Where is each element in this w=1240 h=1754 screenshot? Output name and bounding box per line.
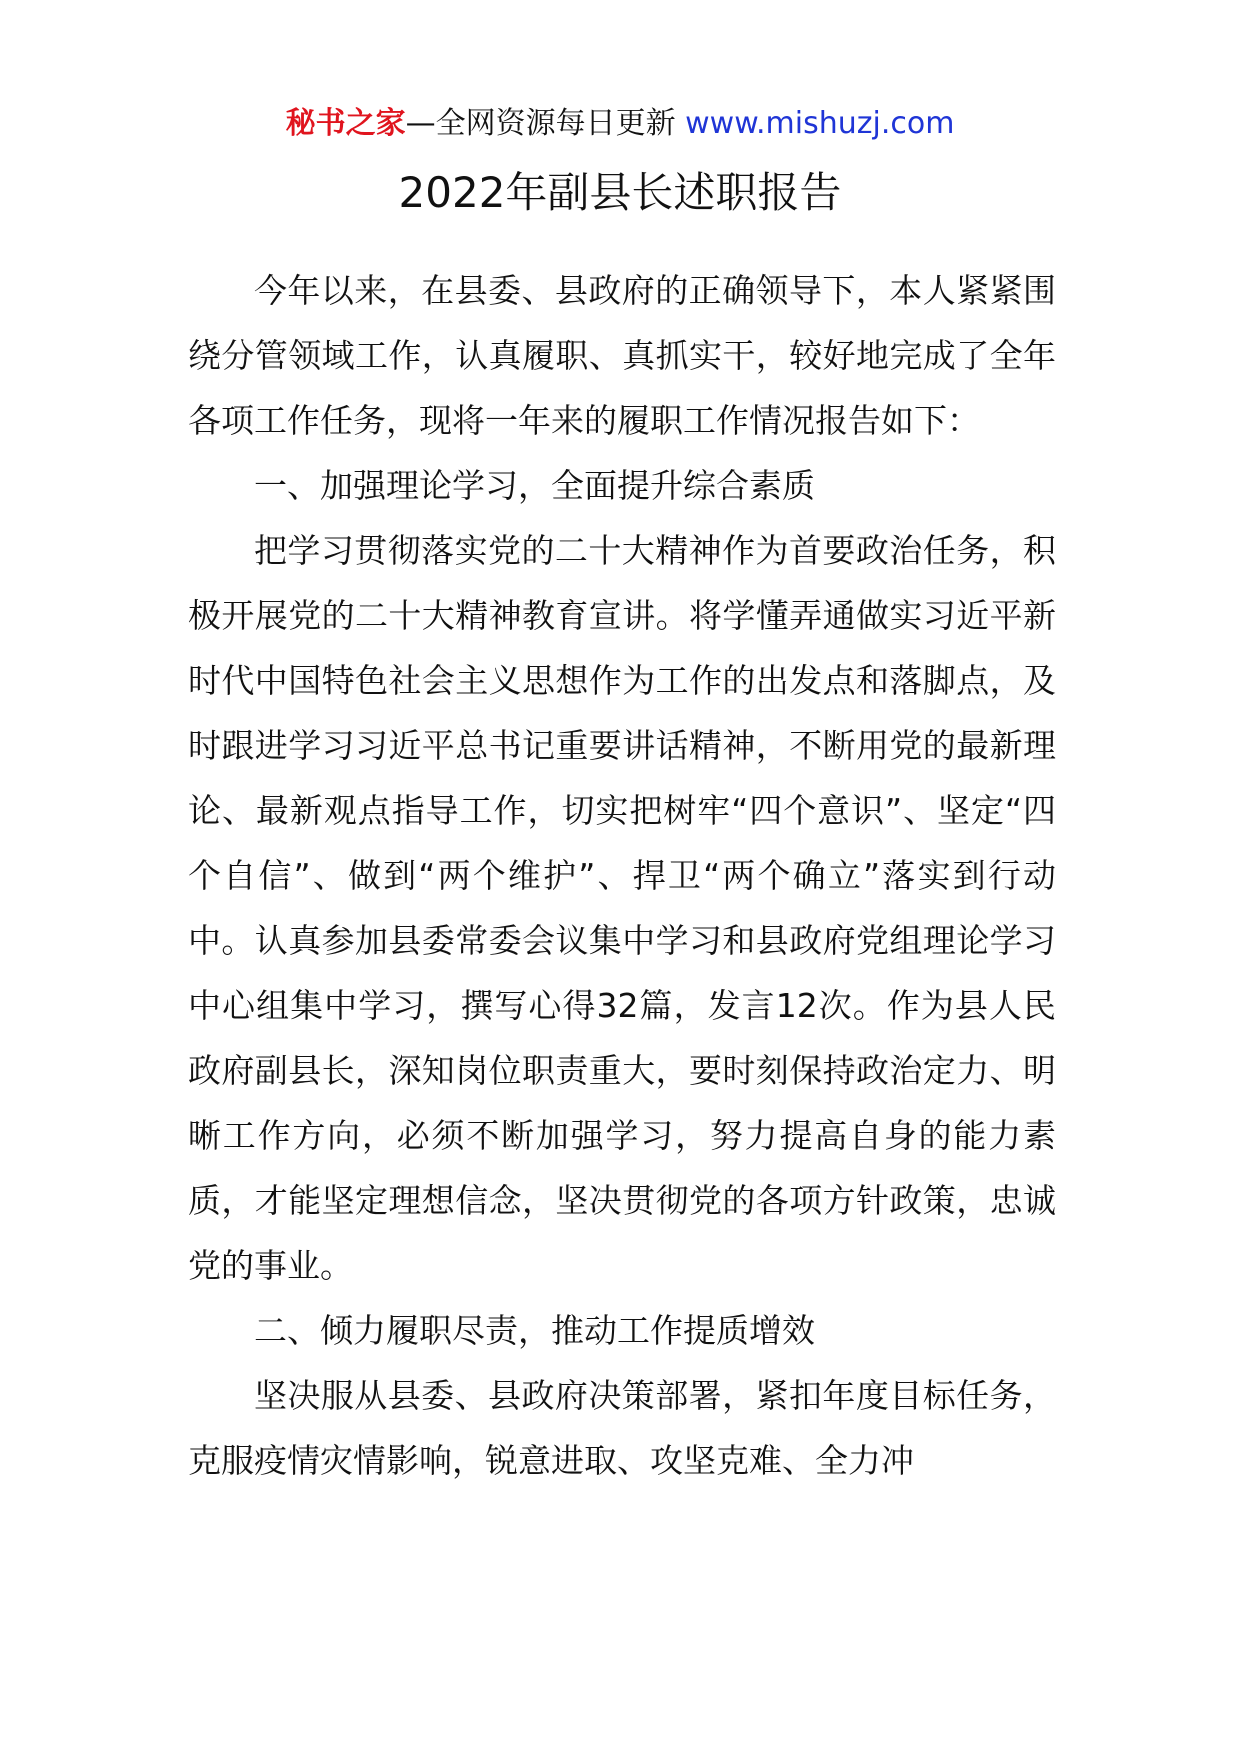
site-url-link[interactable]: www.mishuzj.com — [685, 106, 955, 141]
document-body — [188, 258, 1056, 1493]
section-1-heading: 一、加强理论学习，全面提升综合素质 — [254, 466, 815, 505]
section-2-heading: 二、倾力履职尽责，推动工作提质增效 — [254, 1311, 815, 1350]
site-brand: 秘书之家 — [285, 106, 406, 141]
section-1-paragraph: 把学习贯彻落实党的二十大精神作为首要政治任务，积极开展党的二十大精神教育宣讲。将学懂弄通做实习近平新时代中国特色社会主义思想作为工作的出发点和落脚点，及时跟进学习习近平总书记重要讲话精神，不断用党的最新理论、最新观点指导工作，切实把树牢“四个意识”、坚定“四个自信”、做到“两个维护”、捍卫“两个确立”落实到行动中。认真参加县委常委会议集中学习和县政府党组理论学习中心组集中学习，撰写心得32篇，发言12次。作为县人民政府副县长，深知岗位职责重大，要时刻保持政治定力、明晰工作方向，必须不断加强学习，努力提高自身的能力素质，才能坚定理想信念，坚决贯彻党的各项方针政策，忠诚党的事业。 — [188, 531, 1056, 1285]
section-2-paragraph: 坚决服从县委、县政府决策部署，紧扣年度目标任务，克服疫情灾情影响，锐意进取、攻坚克难、全力冲 — [188, 1376, 1056, 1480]
site-banner — [0, 104, 1240, 144]
intro-paragraph: 今年以来，在县委、县政府的正确领导下，本人紧紧围绕分管领域工作，认真履职、真抓实干，较好地完成了全年各项工作任务，现将一年来的履职工作情况报告如下： — [188, 271, 1056, 440]
site-slogan: —全网资源每日更新 — [405, 106, 676, 141]
document-title: 2022年副县长述职报告 — [398, 168, 842, 217]
